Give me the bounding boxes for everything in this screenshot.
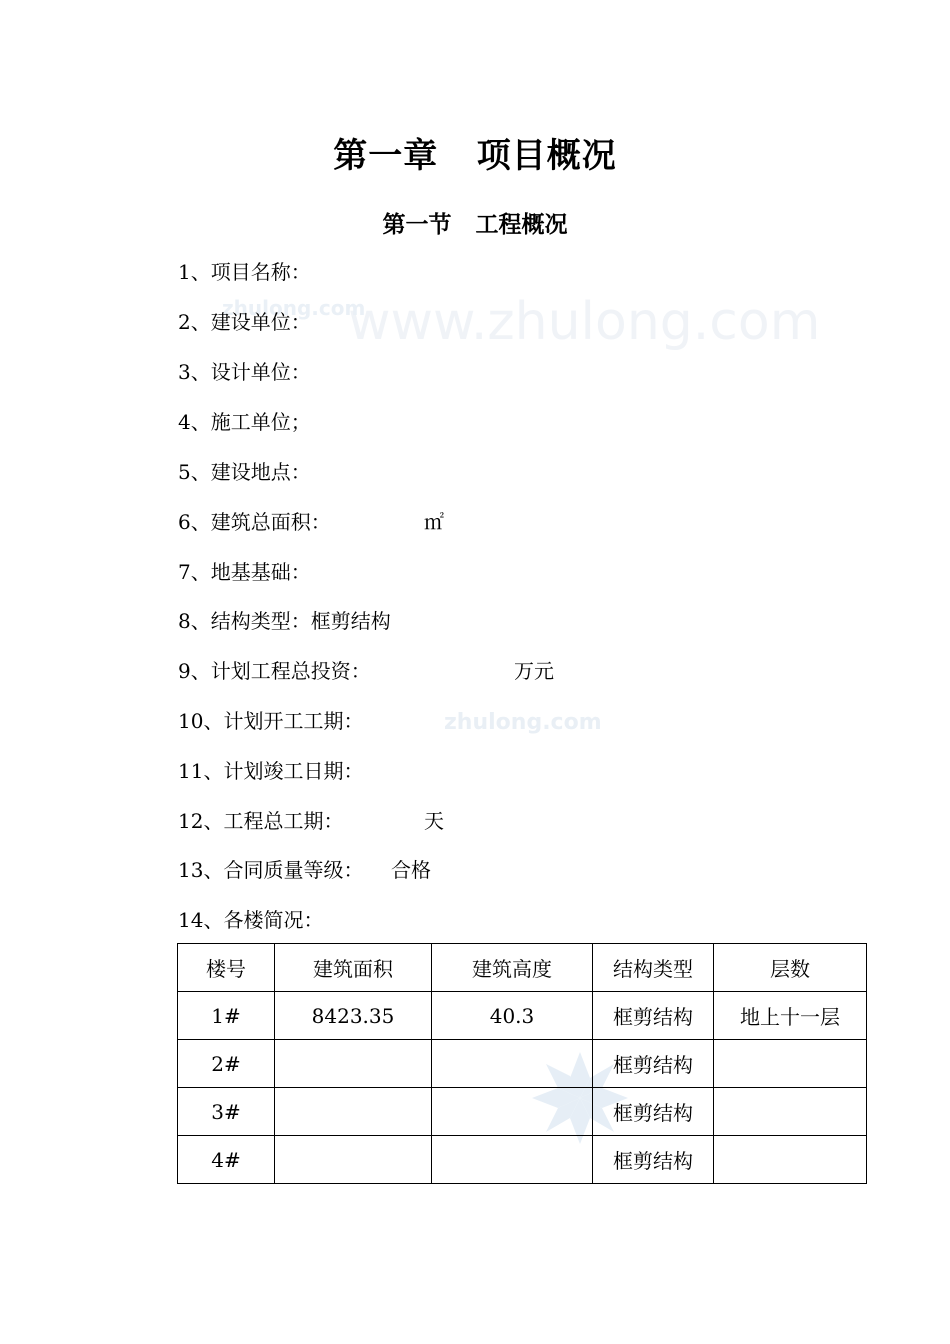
table-row — [178, 1040, 867, 1088]
investment-unit: 万元 — [514, 659, 554, 683]
table-cell — [275, 1136, 432, 1184]
table-cell: 3# — [178, 1088, 275, 1136]
table-cell — [432, 1136, 593, 1184]
table-cell: 8423.35 — [275, 992, 432, 1040]
item-quality-grade: 13、合同质量等级： 合格 — [178, 858, 431, 882]
item-structure-type: 8、结构类型：框剪结构 — [178, 609, 391, 633]
table-cell: 框剪结构 — [593, 1040, 714, 1088]
duration-unit: 天 — [424, 809, 444, 833]
table-cell: 框剪结构 — [593, 992, 714, 1040]
table-cell — [714, 1040, 867, 1088]
table-cell: 框剪结构 — [593, 1088, 714, 1136]
table-cell — [714, 1136, 867, 1184]
table-cell — [714, 1088, 867, 1136]
header-floor-area: 建筑面积 — [275, 944, 432, 992]
table-cell: 2# — [178, 1040, 275, 1088]
table-row — [178, 1088, 867, 1136]
header-structure-type: 结构类型 — [593, 944, 714, 992]
table-cell — [432, 1088, 593, 1136]
table-cell: 40.3 — [432, 992, 593, 1040]
table-row — [178, 992, 867, 1040]
item-completion-date: 11、计划竣工日期： — [178, 759, 364, 783]
item-foundation: 7、地基基础： — [178, 560, 311, 584]
table-cell — [275, 1040, 432, 1088]
watermark-small: zhulong.com — [222, 296, 366, 320]
item-project-name: 1、项目名称： — [178, 260, 311, 284]
quality-grade-value: 合格 — [391, 858, 431, 882]
table-header-row — [178, 944, 867, 992]
header-floors: 层数 — [714, 944, 867, 992]
header-building-no: 楼号 — [178, 944, 275, 992]
table-cell — [275, 1088, 432, 1136]
section-title: 第一节 工程概况 — [382, 212, 568, 238]
item-start-date: 10、计划开工工期： — [178, 709, 364, 733]
total-area-unit: ㎡ — [424, 510, 444, 534]
table-cell: 1# — [178, 992, 275, 1040]
item-designer: 3、设计单位： — [178, 360, 311, 384]
item-building-summary: 14、各楼简况： — [178, 908, 324, 932]
header-height: 建筑高度 — [432, 944, 593, 992]
chapter-title: 第一章 项目概况 — [333, 136, 617, 176]
table-cell: 框剪结构 — [593, 1136, 714, 1184]
table-row — [178, 1136, 867, 1184]
item-location: 5、建设地点： — [178, 460, 311, 484]
item-contractor: 4、施工单位； — [178, 410, 311, 434]
item-owner: 2、建设单位： — [178, 310, 311, 334]
table-cell: 4# — [178, 1136, 275, 1184]
item-investment: 9、计划工程总投资： 万元 — [178, 659, 554, 683]
table-cell: 地上十一层 — [714, 992, 867, 1040]
item-total-area: 6、建筑总面积： ㎡ — [178, 510, 444, 534]
watermark-center: zhulong.com — [444, 710, 602, 735]
table-cell — [432, 1040, 593, 1088]
watermark-url: www.zhulong.com — [348, 292, 821, 352]
item-duration: 12、工程总工期： 天 — [178, 809, 444, 833]
building-table — [177, 943, 867, 1184]
